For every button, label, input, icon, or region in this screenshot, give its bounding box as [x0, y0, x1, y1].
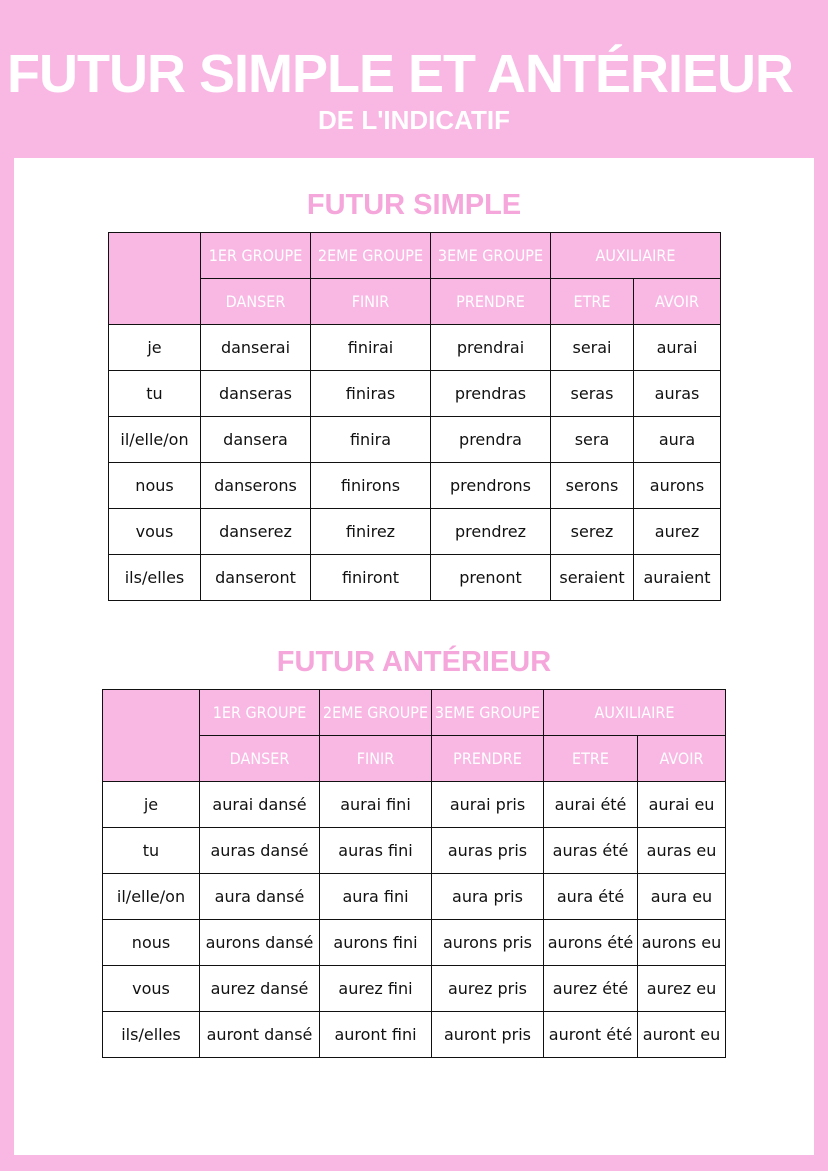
conjugation-cell: auront pris — [432, 1012, 544, 1058]
group-header: 2EME GROUPE — [311, 233, 431, 279]
conjugation-cell: auraient — [634, 555, 721, 601]
pronoun-cell: vous — [103, 966, 200, 1012]
conjugation-cell: aurai été — [544, 782, 638, 828]
table-row — [109, 509, 721, 555]
table-row — [109, 371, 721, 417]
conjugation-cell: auront eu — [638, 1012, 726, 1058]
pronoun-cell: nous — [109, 463, 201, 509]
group-header: 1ER GROUPE — [200, 690, 320, 736]
conjugation-cell: aura pris — [432, 874, 544, 920]
table-row — [109, 555, 721, 601]
verb-header: PRENDRE — [432, 736, 544, 782]
pronoun-cell: vous — [109, 509, 201, 555]
conjugation-cell: auras dansé — [200, 828, 320, 874]
conjugation-cell: aurons dansé — [200, 920, 320, 966]
conjugation-cell: finiras — [311, 371, 431, 417]
table-corner — [103, 690, 200, 782]
conjugation-cell: aura été — [544, 874, 638, 920]
conjugation-cell: prendrez — [431, 509, 551, 555]
verb-header: AVOIR — [634, 279, 721, 325]
conjugation-cell: aurai — [634, 325, 721, 371]
futur-simple-table — [108, 232, 721, 601]
conjugation-cell: finira — [311, 417, 431, 463]
table-row — [109, 325, 721, 371]
pronoun-cell: tu — [103, 828, 200, 874]
conjugation-cell: danseras — [201, 371, 311, 417]
pronoun-cell: ils/elles — [103, 1012, 200, 1058]
conjugation-cell: finirai — [311, 325, 431, 371]
conjugation-cell: aurons eu — [638, 920, 726, 966]
verb-header: ETRE — [551, 279, 634, 325]
conjugation-cell: serons — [551, 463, 634, 509]
group-header: 3EME GROUPE — [432, 690, 544, 736]
conjugation-cell: danserai — [201, 325, 311, 371]
conjugation-cell: aura fini — [320, 874, 432, 920]
pronoun-cell: je — [103, 782, 200, 828]
conjugation-cell: serez — [551, 509, 634, 555]
conjugation-cell: prenont — [431, 555, 551, 601]
conjugation-cell: serai — [551, 325, 634, 371]
conjugation-cell: auras pris — [432, 828, 544, 874]
futur-anterieur-table — [102, 689, 726, 1058]
table-row — [103, 966, 726, 1012]
conjugation-cell: auront fini — [320, 1012, 432, 1058]
conjugation-cell: finirons — [311, 463, 431, 509]
verb-header: DANSER — [200, 736, 320, 782]
group-header: AUXILIAIRE — [544, 690, 726, 736]
conjugation-cell: aurons — [634, 463, 721, 509]
conjugation-cell: sera — [551, 417, 634, 463]
conjugation-cell: auras fini — [320, 828, 432, 874]
conjugation-cell: seras — [551, 371, 634, 417]
conjugation-cell: aurez — [634, 509, 721, 555]
conjugation-cell: auras eu — [638, 828, 726, 874]
conjugation-cell: aurez eu — [638, 966, 726, 1012]
verb-header: ETRE — [544, 736, 638, 782]
table-row — [103, 782, 726, 828]
verb-header: AVOIR — [638, 736, 726, 782]
conjugation-cell: aurons été — [544, 920, 638, 966]
conjugation-cell: dansera — [201, 417, 311, 463]
group-header: 3EME GROUPE — [431, 233, 551, 279]
verb-header: DANSER — [201, 279, 311, 325]
conjugation-cell: prendra — [431, 417, 551, 463]
pronoun-cell: il/elle/on — [109, 417, 201, 463]
conjugation-cell: aurez dansé — [200, 966, 320, 1012]
pronoun-cell: nous — [103, 920, 200, 966]
table-row — [103, 874, 726, 920]
group-header: 1ER GROUPE — [201, 233, 311, 279]
table-row — [103, 1012, 726, 1058]
table-corner — [109, 233, 201, 325]
pronoun-cell: ils/elles — [109, 555, 201, 601]
conjugation-cell: seraient — [551, 555, 634, 601]
group-header: AUXILIAIRE — [551, 233, 721, 279]
table-row — [109, 417, 721, 463]
conjugation-cell: danseront — [201, 555, 311, 601]
verb-header: PRENDRE — [431, 279, 551, 325]
futur-anterieur-title: FUTUR ANTÉRIEUR — [276, 646, 552, 678]
table-row — [103, 920, 726, 966]
conjugation-cell: auront dansé — [200, 1012, 320, 1058]
conjugation-cell: danserons — [201, 463, 311, 509]
conjugation-cell: aurai pris — [432, 782, 544, 828]
conjugation-cell: aurez été — [544, 966, 638, 1012]
pronoun-cell: il/elle/on — [103, 874, 200, 920]
verb-header: FINIR — [311, 279, 431, 325]
pronoun-cell: tu — [109, 371, 201, 417]
conjugation-cell: prendrai — [431, 325, 551, 371]
conjugation-cell: auras été — [544, 828, 638, 874]
conjugation-cell: finirez — [311, 509, 431, 555]
conjugation-cell: aurons pris — [432, 920, 544, 966]
conjugation-cell: prendras — [431, 371, 551, 417]
conjugation-cell: aura — [634, 417, 721, 463]
conjugation-cell: aurons fini — [320, 920, 432, 966]
table-row — [103, 828, 726, 874]
futur-simple-title: FUTUR SIMPLE — [306, 189, 522, 221]
conjugation-cell: aurai eu — [638, 782, 726, 828]
page-title: FUTUR SIMPLE ET ANTÉRIEUR — [6, 44, 793, 104]
table-row — [109, 463, 721, 509]
conjugation-cell: prendrons — [431, 463, 551, 509]
conjugation-cell: aurai dansé — [200, 782, 320, 828]
conjugation-cell: aura dansé — [200, 874, 320, 920]
group-header: 2EME GROUPE — [320, 690, 432, 736]
verb-header: FINIR — [320, 736, 432, 782]
conjugation-cell: aurez fini — [320, 966, 432, 1012]
conjugation-cell: aura eu — [638, 874, 726, 920]
conjugation-cell: finiront — [311, 555, 431, 601]
conjugation-cell: auras — [634, 371, 721, 417]
conjugation-cell: danserez — [201, 509, 311, 555]
conjugation-cell: aurai fini — [320, 782, 432, 828]
conjugation-cell: auront été — [544, 1012, 638, 1058]
page-subtitle: DE L'INDICATIF — [317, 105, 511, 135]
pronoun-cell: je — [109, 325, 201, 371]
conjugation-cell: aurez pris — [432, 966, 544, 1012]
